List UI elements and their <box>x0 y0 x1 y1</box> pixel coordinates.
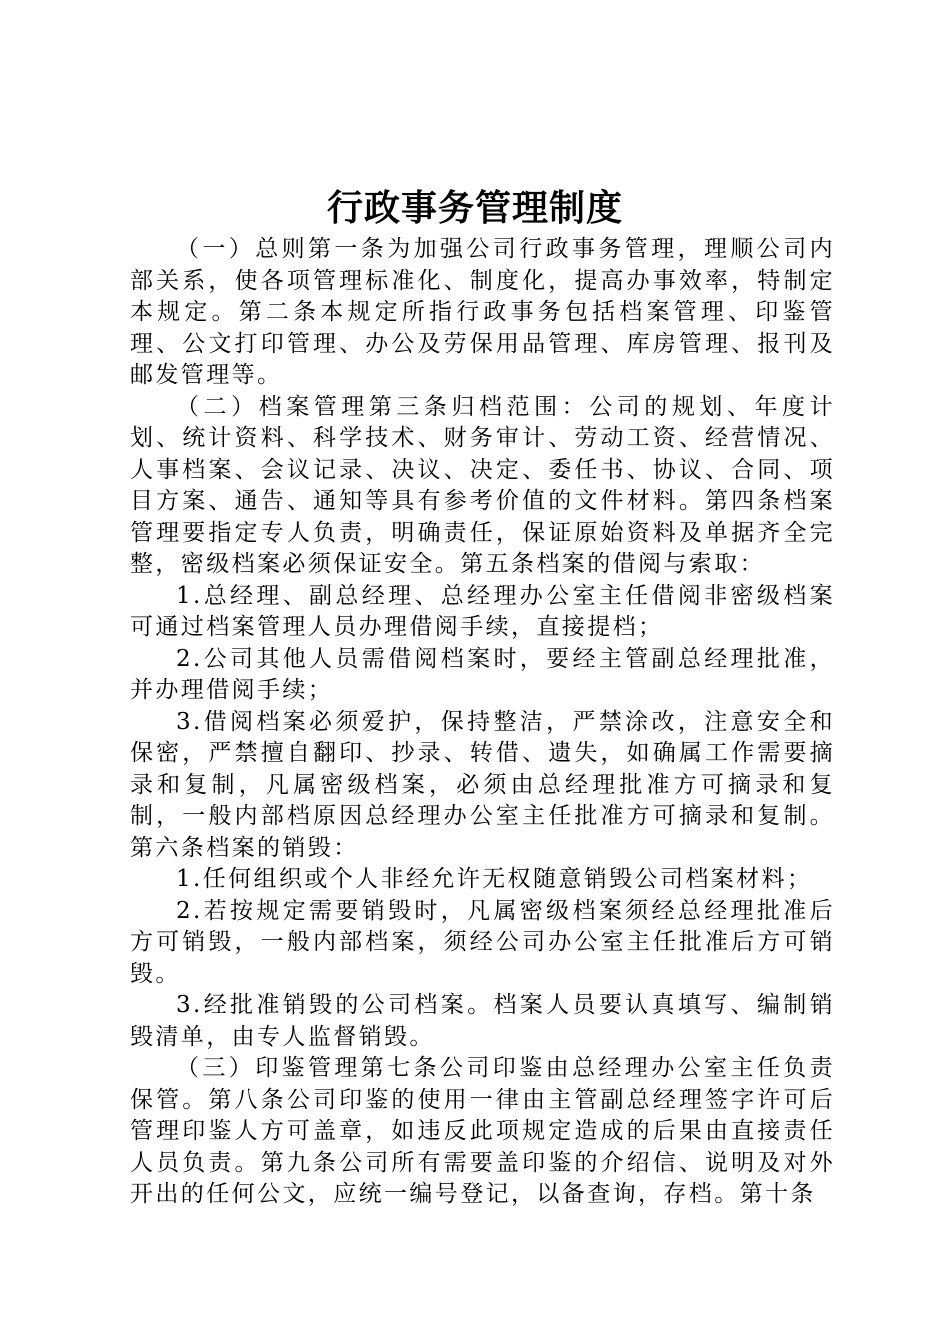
paragraph-borrow-item-3: 3.借阅档案必须爱护，保持整洁，严禁涂改，注意安全和保密，严禁擅自翻印、抄录、转借、遗失，如确属工作需要摘录和复制，凡属密级档案，必须由总经理批准方可摘录和复制，一般内部档原因总经理办公室主任批准方可摘录和复制。第六条档案的销毁： <box>130 708 835 861</box>
paragraph-destroy-item-2: 2.若按规定需要销毁时，凡属密级档案须经总经理批准后方可销毁，一般内部档案，须经公司办公室主任批准后方可销毁。 <box>130 897 835 987</box>
paragraph-borrow-item-1: 1.总经理、副总经理、总经理办公室主任借阅非密级档案可通过档案管理人员办理借阅手续，直接提档； <box>130 582 835 640</box>
paragraph-borrow-item-2: 2.公司其他人员需借阅档案时，要经主管副总经理批准，并办理借阅手续； <box>130 645 835 703</box>
paragraph-destroy-item-1: 1.任何组织或个人非经允许无权随意销毁公司档案材料； <box>176 866 813 892</box>
document-title: 行政事务管理制度 <box>326 187 623 229</box>
paragraph-archive-management: （二）档案管理第三条归档范围：公司的规划、年度计划、统计资料、科学技术、财务审计、劳动工资、经营情况、人事档案、会议记录、决议、决定、委任书、协议、合同、项目方案、通告、通知等具有参考价值的文件材料。第四条档案管理要指定专人负责，明确责任，保证原始资料及单据齐全完整，密级档案必须保证安全。第五条档案的借阅与索取： <box>130 393 835 577</box>
paragraph-destroy-item-3: 3.经批准销毁的公司档案。档案人员要认真填写、编制销毁清单，由专人监督销毁。 <box>130 992 835 1050</box>
paragraph-general-provisions: （一）总则第一条为加强公司行政事务管理，理顺公司内部关系，使各项管理标准化、制度化，提高办事效率，特制定本规定。第二条本规定所指行政事务包括档案管理、印鉴管理、公文打印管理、办公及劳保用品管理、库房管理、报刊及邮发管理等。 <box>130 236 835 388</box>
document-body <box>130 234 835 1211</box>
paragraph-seal-management: （三）印鉴管理第七条公司印鉴由总经理办公室主任负责保管。第八条公司印鉴的使用一律由主管副总经理签字许可后管理印鉴人方可盖章，如违反此项规定造成的后果由直接责任人员负责。第九条公司所有需要盖印鉴的介绍信、说明及对外开出的任何公文，应统一编号登记，以备查询，存档。第十条 <box>130 1055 835 1207</box>
